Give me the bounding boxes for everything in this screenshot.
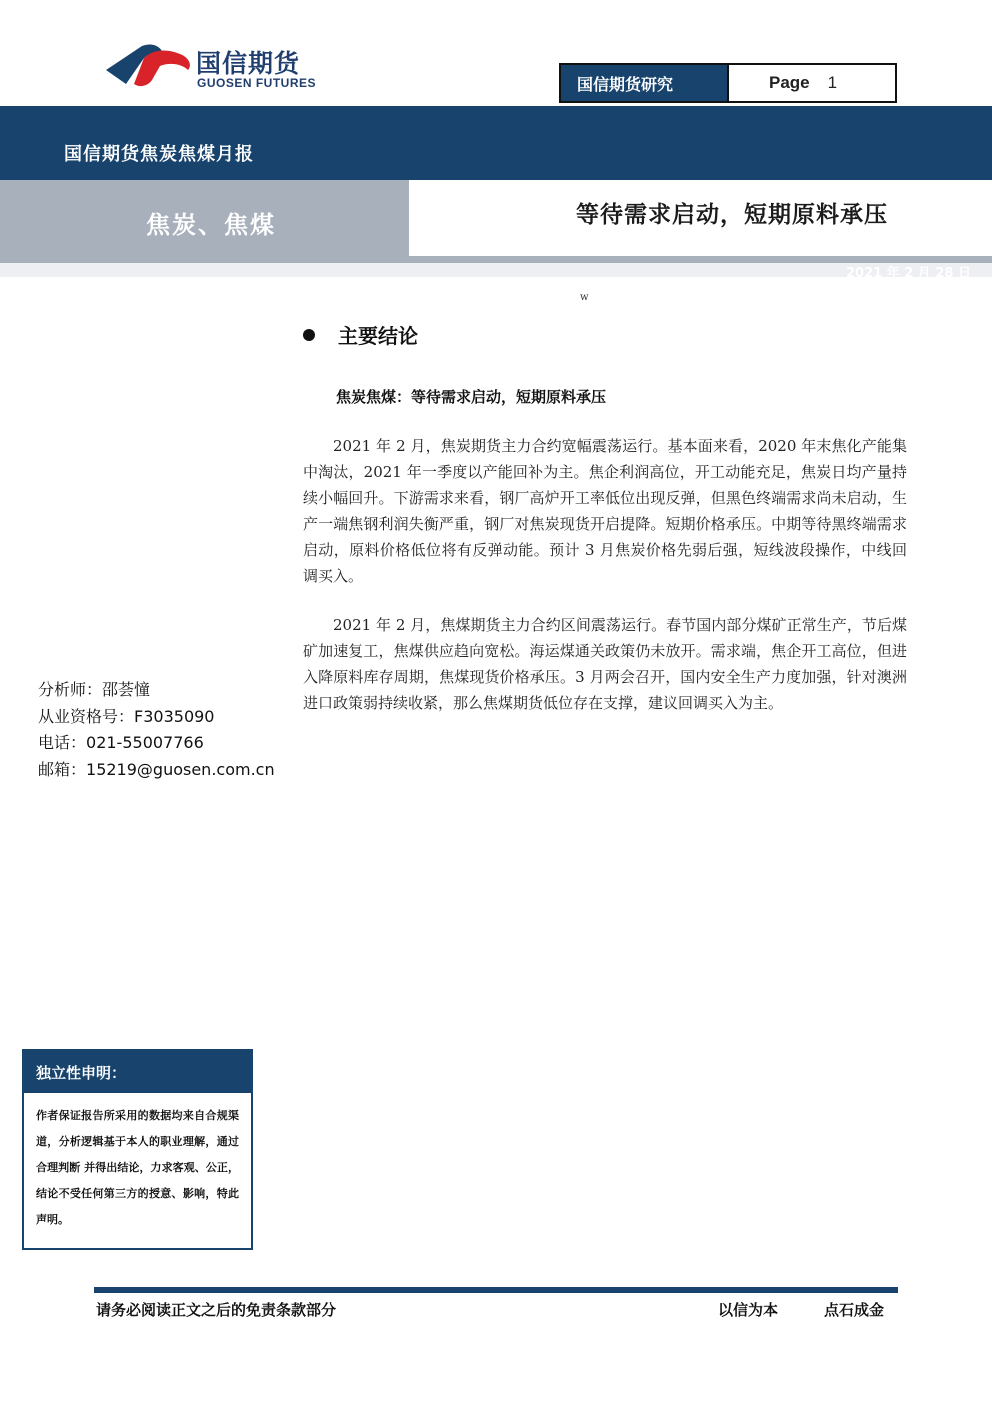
- gray-strip: [0, 256, 992, 263]
- analyst-name: 邵荟憧: [102, 680, 151, 699]
- footer-disclaimer: 请务必阅读正文之后的免责条款部分: [96, 1301, 337, 1319]
- analyst-license-label: 从业资格号：: [38, 706, 135, 726]
- page-indicator: [729, 65, 895, 101]
- tiny-mark: w: [580, 292, 589, 303]
- header-box: [559, 63, 897, 103]
- research-label: 国信期货研究: [561, 65, 729, 101]
- analyst-email-label: 邮箱：: [38, 759, 87, 779]
- section-title: 主要结论: [338, 324, 418, 348]
- category-title: 焦炭、焦煤: [146, 210, 276, 239]
- analyst-phone-label: 电话：: [38, 733, 87, 752]
- paragraph-coke: 2021 年 2 月，焦炭期货主力合约宽幅震荡运行。基本面来看，2020 年末焦化产能集中淘汰，2021 年一季度以产能回补为主。焦企利润高位，开工动能充足，焦炭日均产量持续小幅回升。下游需求来看，钢厂高炉开工率低位出现反弹，但黑色终端需求尚未启动，生产一端焦钢利润失衡严重，钢厂对焦炭现货开启提降。短期价格承压。中期等待黑终端需求启动，原料价格低位将有反弹动能。预计 3 月焦炭价格先弱后强，短线波段操作，中线回调买入。: [303, 437, 907, 585]
- analyst-license-row: [38, 704, 275, 731]
- page-label: Page: [769, 73, 810, 92]
- report-name: 国信期货焦炭焦煤月报: [64, 144, 254, 165]
- paragraph-coking-coal: 2021 年 2 月，焦煤期货主力合约区间震荡运行。春节国内部分煤矿正常生产，节后煤矿加速复工，焦煤供应趋向宽松。海运煤通关政策仍未放开。需求端，焦企开工高位，但进入降原料库存周期，焦煤现货价格承压。3 月两会召开，国内安全生产力度加强，针对澳洲进口政策弱持续收紧，那么焦煤期货低位存在支撑，建议回调买入为主。: [303, 616, 907, 712]
- section-heading: [303, 320, 418, 349]
- independence-title: 独立性申明：: [24, 1051, 251, 1093]
- analyst-name-row: [38, 677, 275, 704]
- analyst-email-row: [38, 757, 275, 784]
- subheading: 焦炭焦煤：等待需求启动，短期原料承压: [336, 388, 607, 406]
- analyst-name-label: 分析师：: [38, 680, 103, 699]
- brand-name-en: GUOSEN FUTURES: [197, 76, 317, 90]
- analyst-phone-row: [38, 730, 275, 757]
- guosen-logo-icon: [104, 40, 194, 90]
- page-number: 1: [827, 73, 838, 92]
- analyst-info: [38, 677, 275, 783]
- analyst-license: F3035090: [134, 706, 215, 726]
- footer-rule: [94, 1287, 898, 1293]
- independence-body: 作者保证报告所采用的数据均来自合规渠道，分析逻辑基于本人的职业理解，通过合理判断 并得出结论，力求客观、公正，结论不受任何第三方的授意、影响，特此声明。: [36, 1109, 239, 1226]
- report-date: 2021 年 2 月 28 日: [846, 266, 971, 281]
- independence-statement: [22, 1049, 253, 1250]
- brand-name-cn: 国信期货: [196, 49, 301, 78]
- footer-motto-2: 点石成金: [824, 1301, 885, 1319]
- analyst-phone: 021-55007766: [86, 733, 204, 752]
- main-title: 等待需求启动，短期原料承压: [576, 201, 888, 228]
- footer-motto-1: 以信为本: [718, 1301, 779, 1319]
- bullet-icon: [303, 329, 315, 341]
- gray-rule: [0, 263, 992, 277]
- analyst-email[interactable]: 15219@guosen.com.cn: [86, 759, 275, 779]
